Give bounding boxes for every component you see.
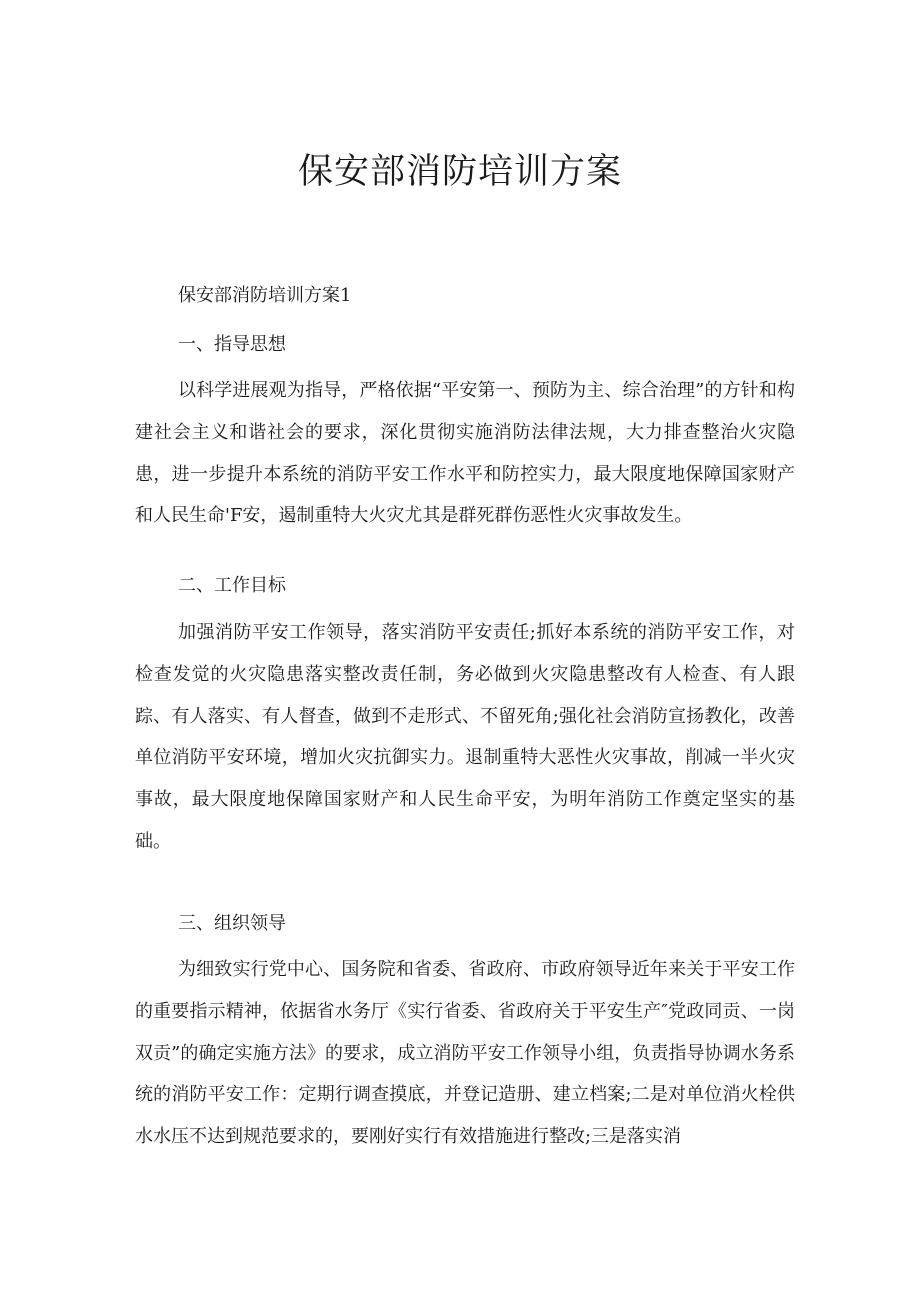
document-title: 保安部消防培训方案 (297, 152, 622, 192)
section-heading: 一、指导思想 (178, 334, 286, 355)
section-guiding-ideology-body (135, 370, 795, 537)
section-guiding-ideology (135, 333, 795, 357)
section-heading: 三、组织领导 (178, 913, 286, 934)
section-paragraph: 为细致实行党中心、国务院和省委、省政府、市政府领导近年来关于平安工作的重要指示精神，依据省水务厅《实行省委、省政府关于平安生产″党政同贡、一岗双贡”的确定实施方法》的要求，成立消防平安工作领导小组，负责指导协调水务系统的消防平安工作：定期行调查摸底，并登记造册、建立档案;二是对单位消火栓供水水压不达到规范要求的，要刚好实行有效措施进行整改;三是落实消 (135, 959, 795, 1148)
section-heading: 二、工作目标 (178, 575, 286, 596)
section-paragraph: 加强消防平安工作领导，落实消防平安责任;抓好本系统的消防平安工作，对检查发觉的火灾隐患落实整改责任制，务必做到火灾隐患整改有人检查、有人跟踪、有人落实、有人督查，做到不走形式、不留死角;强化社会消防宣扬教化，改善单位消防平安环境，增加火灾抗御实力。退制重特大恶性火灾事故，削减一半火灾事故，最大限度地保障国家财产和人民生命平安，为明年消防工作奠定坚实的基础。 (135, 622, 795, 852)
document-subtitle: 保安部消防培训方案1 (178, 285, 352, 306)
section-work-goals-body (135, 612, 795, 863)
document-subtitle-block (135, 284, 795, 308)
section-organization-body (135, 949, 795, 1158)
section-organization (135, 912, 795, 936)
section-paragraph: 以科学进展观为指导，严格依据“平安第一、预防为主、综合治理”的方针和构建社会主义和谐社会的要求，深化贯彻实施消防法律法规，大力排查整治火灾隐患，进一步提升本系统的消防平安工作水平和防控实力，最大限度地保障国家财产和人民生命'F安，遏制重特大火灾尤其是群死群伤恶性火灾事故发生。 (135, 380, 795, 527)
section-work-goals (135, 574, 795, 598)
